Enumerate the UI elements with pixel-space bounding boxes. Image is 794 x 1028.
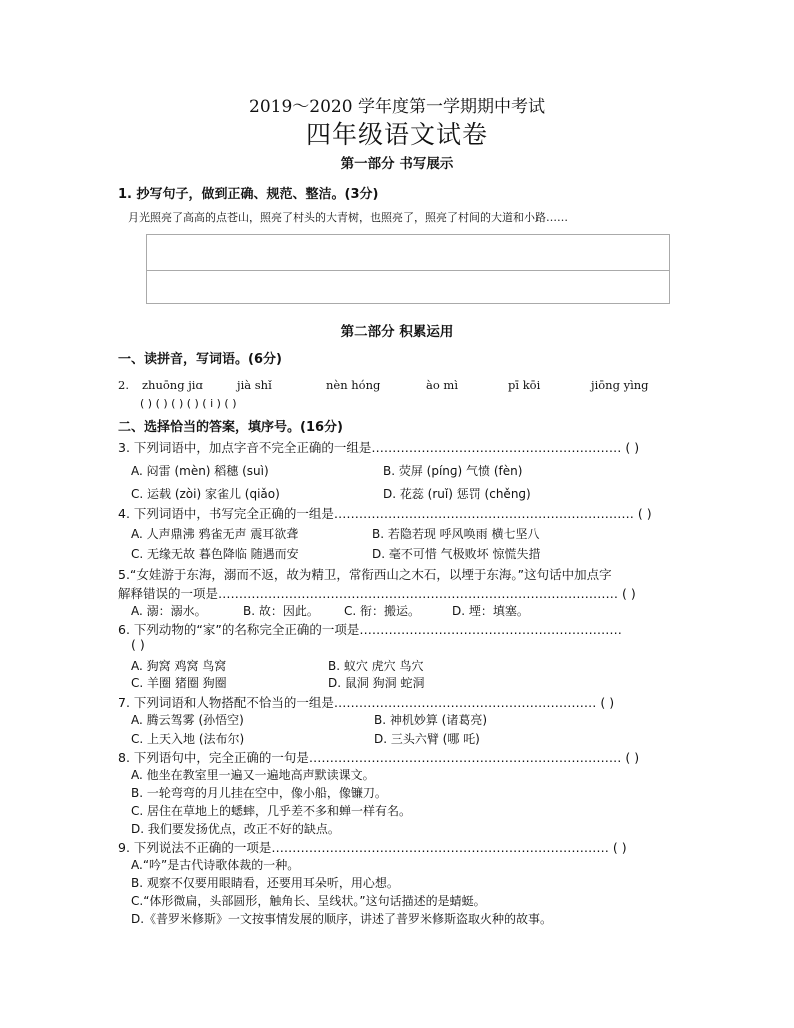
q5-option-a[interactable]: A. 溺：溺水。 (131, 604, 207, 618)
q6-option-c[interactable]: C. 羊圈 猪圈 狗圈 (131, 676, 227, 690)
q7-option-c[interactable]: C. 上天入地 (法布尔) (131, 732, 245, 746)
q5-stem-continued: 解释错误的一项是…………………………………………………………………………………… ( ) (118, 586, 636, 601)
q7-option-d[interactable]: D. 三头六臂 (哪 吒) (374, 732, 480, 746)
q8-option-c[interactable]: C. 居住在草地上的蟋蟀，几乎差不多和蝉一样有名。 (131, 804, 412, 818)
q5-option-b[interactable]: B. 故：因此。 (243, 604, 319, 618)
pinyin-2: jià shǐ (237, 378, 272, 392)
q5-stem: 5.“女娃游于东海，溺而不返，故为精卫，常衔西山之木石，以堙于东海。”这句话中加点字 (118, 567, 612, 582)
q4-option-a[interactable]: A. 人声鼎沸 鸦雀无声 震耳欲聋 (131, 527, 299, 541)
q3-option-b[interactable]: B. 荧屏 (pínɡ) 气愤 (fèn) (383, 464, 523, 478)
part1-title: 第一部分 书写展示 (340, 156, 454, 172)
q4-option-d[interactable]: D. 毫不可惜 气极败坏 惊慌失措 (372, 547, 541, 561)
q4-option-b[interactable]: B. 若隐若现 呼风唤雨 横七坚八 (372, 527, 540, 541)
q3-option-c[interactable]: C. 运载 (zòi) 家雀儿 (qiǎo) (131, 487, 280, 501)
section1-heading: 一、读拼音，写词语。(6分) (118, 352, 282, 367)
section2-heading: 二、选择恰当的答案，填序号。(16分) (118, 420, 343, 435)
q5-option-c[interactable]: C. 衔：搬运。 (344, 604, 421, 618)
q8-stem: 8. 下列语句中，完全正确的一句是………………………………………………………………… ( ) (118, 750, 640, 765)
q3-option-a[interactable]: A. 闷雷 (mèn) 稻穗 (suì) (131, 464, 269, 478)
pinyin-5: pī kōi (508, 378, 541, 392)
q7-stem: 7. 下列词语和人物搭配不恰当的一组是……………………………………………………… ( ) (118, 695, 615, 710)
q9-stem: 9. 下列说法不正确的一项是……………………………………………………………………… ( ) (118, 840, 627, 855)
copy-writing-box[interactable] (146, 234, 670, 304)
pinyin-6: jiōng yìng (591, 378, 649, 392)
pinyin-answer-blanks[interactable]: ( ) ( ) ( ) ( ) ( i ) ( ) (140, 397, 237, 410)
q6-stem: 6. 下列动物的“家”的名称完全正确的一项是……………………………………………………… (118, 622, 622, 637)
pinyin-1: zhuōng jiɑ (142, 378, 203, 392)
q8-option-d[interactable]: D. 我们要发扬优点，改正不好的缺点。 (131, 822, 340, 836)
copy-sentence: 月光照亮了高高的点苍山，照亮了村头的大青树，也照亮了，照亮了村间的大道和小路…… (128, 211, 568, 224)
part2-title: 第二部分 积累运用 (340, 324, 454, 340)
q4-option-c[interactable]: C. 无缘无故 暮色降临 随遇而安 (131, 547, 299, 561)
q3-stem: 3. 下列词语中，加点字音不完全正确的一组是…………………………………………………… ( ) (118, 440, 640, 455)
q9-option-a[interactable]: A.“吟”是古代诗歌体裁的一种。 (131, 858, 300, 872)
q6-option-b[interactable]: B. 蚁穴 虎穴 鸟穴 (328, 659, 424, 673)
q9-option-b[interactable]: B. 观察不仅要用眼睛看，还要用耳朵听，用心想。 (131, 876, 399, 890)
q8-option-b[interactable]: B. 一轮弯弯的月儿挂在空中，像小船，像镰刀。 (131, 786, 387, 800)
q4-stem: 4. 下列词语中，书写完全正确的一组是……………………………………………………………… ( ) (118, 506, 652, 521)
q6-option-a[interactable]: A. 狗窝 鸡窝 鸟窝 (131, 659, 227, 673)
pinyin-4: ào mì (426, 378, 459, 392)
q6-option-d[interactable]: D. 鼠洞 狗洞 蛇洞 (328, 676, 425, 690)
q9-option-c[interactable]: C.“体形微扁，头部圆形，触角长、呈线状。”这句话描述的是蜻蜓。 (131, 894, 486, 908)
q9-option-d[interactable]: D.《普罗米修斯》一文按事情发展的顺序，讲述了普罗米修斯盗取火种的故事。 (131, 912, 553, 926)
paper-title: 四年级语文试卷 (305, 120, 488, 149)
q3-option-d[interactable]: D. 花蕊 (ruǐ) 惩罚 (chěnɡ) (383, 487, 531, 501)
q7-option-a[interactable]: A. 腾云驾雾 (孙悟空) (131, 713, 244, 727)
pinyin-number: 2. (118, 378, 129, 392)
q1-instruction: 1. 抄写句子，做到正确、规范、整洁。(3分) (118, 187, 379, 202)
q7-option-b[interactable]: B. 神机妙算 (诸葛亮) (374, 713, 488, 727)
writing-line-divider (147, 270, 669, 271)
q5-option-d[interactable]: D. 堙：填塞。 (452, 604, 529, 618)
q8-option-a[interactable]: A. 他坐在教室里一遍又一遍地高声默读课文。 (131, 768, 375, 782)
pinyin-3: nèn hóng (326, 378, 381, 392)
q6-answer-paren[interactable]: ( ) (131, 637, 145, 652)
exam-title: 2019～2020 学年度第一学期期中考试 (249, 97, 545, 117)
